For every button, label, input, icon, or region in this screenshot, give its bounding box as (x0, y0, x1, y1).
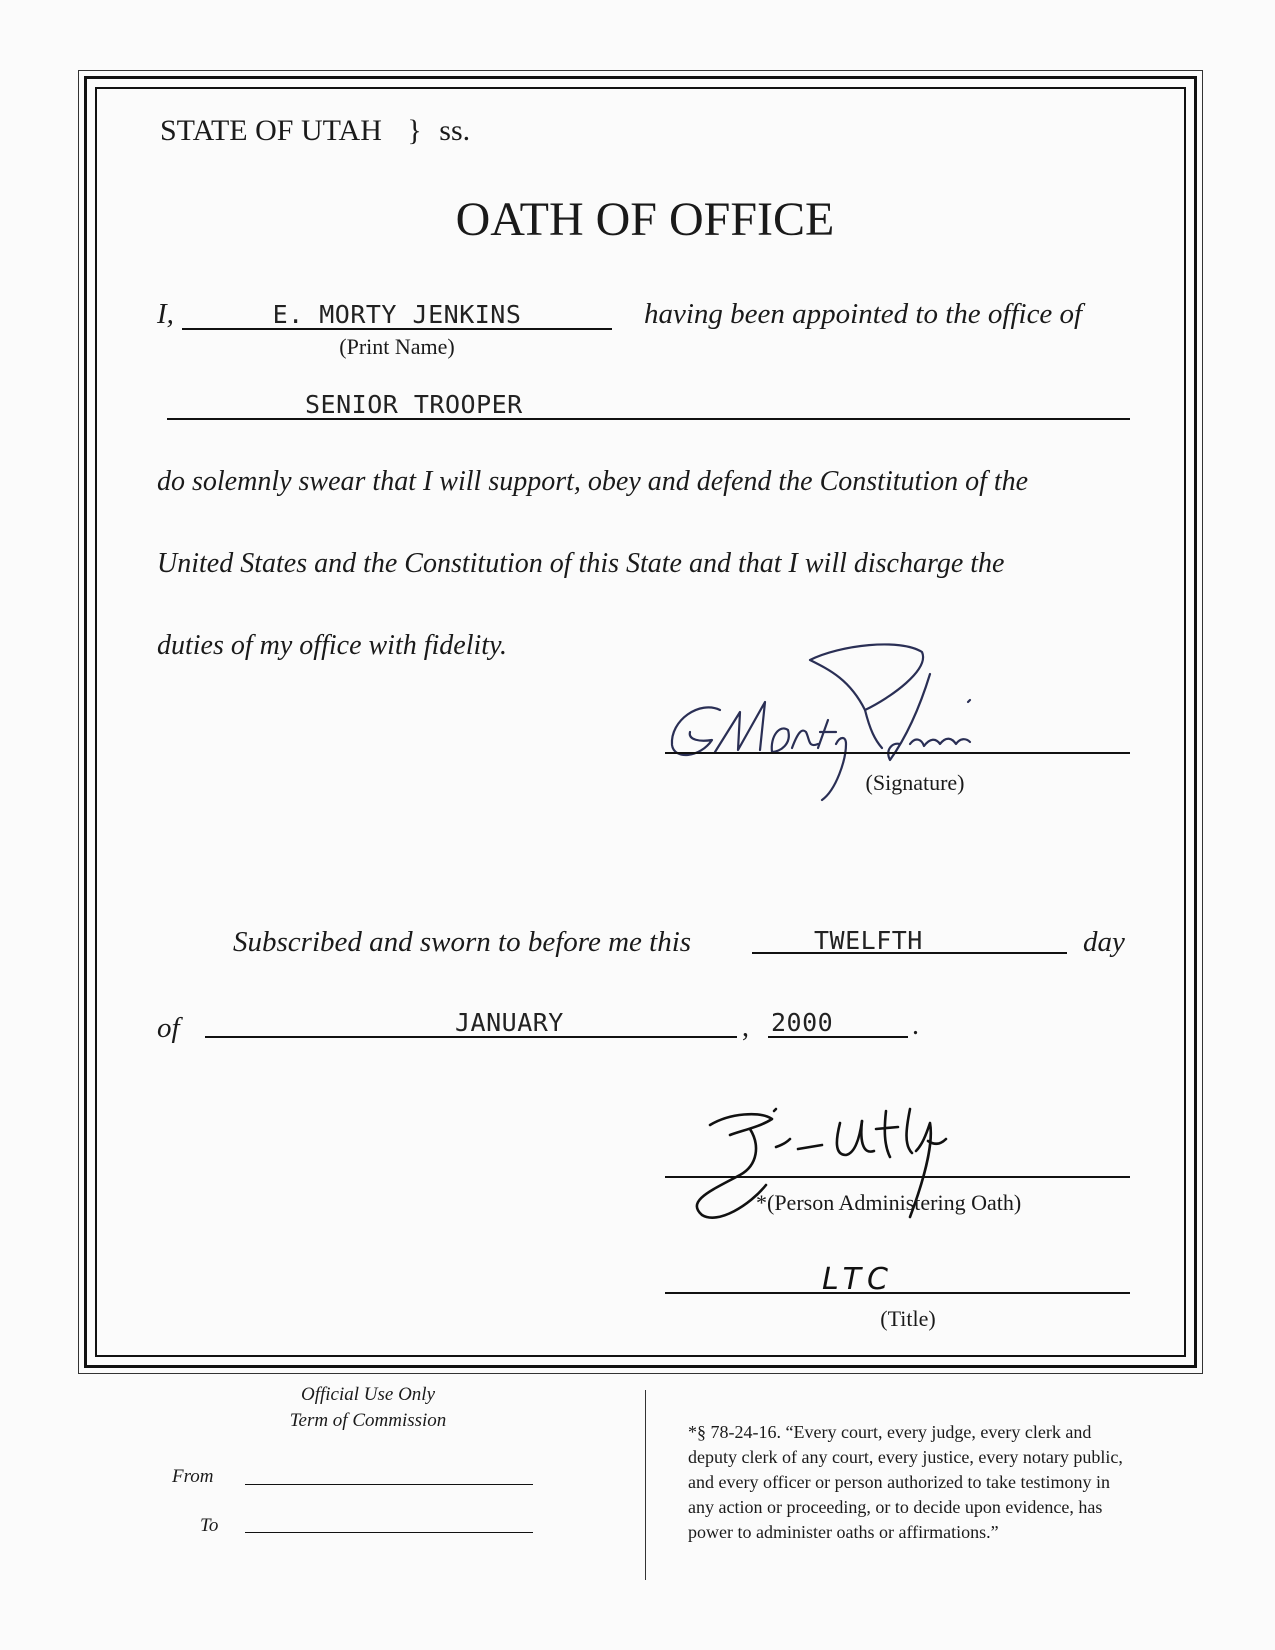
sworn-day-value[interactable]: TWELFTH (814, 926, 923, 955)
oath-line-3: duties of my office with fidelity. (157, 630, 507, 661)
day-label: day (1083, 926, 1125, 958)
footnote-line-1: *§ 78-24-16. “Every court, every judge, every clerk and (688, 1422, 1092, 1442)
sworn-month-line (205, 1036, 737, 1038)
sworn-month-value[interactable]: JANUARY (455, 1008, 564, 1037)
footer-divider (645, 1390, 646, 1580)
office-value[interactable]: SENIOR TROOPER (305, 390, 523, 419)
print-name-value[interactable]: E. MORTY JENKINS (272, 300, 522, 329)
venue-brace: } (407, 114, 422, 147)
page-title: OATH OF OFFICE (455, 193, 835, 246)
month-comma: , (742, 1012, 749, 1043)
venue-ss: ss. (439, 114, 471, 147)
sworn-day-line (752, 952, 1067, 954)
sworn-year-line (768, 1036, 908, 1038)
venue-state: STATE OF UTAH (160, 114, 382, 147)
footnote-line-2: deputy clerk of any court, every justice, every notary public, (688, 1447, 1123, 1467)
appointed-text: having been appointed to the office of (644, 298, 1083, 330)
document-border-inner (95, 87, 1186, 1357)
footnote-line-3: and every officer or person authorized to take testimony in (688, 1472, 1111, 1492)
footnote (688, 1420, 1208, 1545)
name-prefix: I, (157, 298, 174, 330)
year-period: . (912, 1010, 919, 1041)
signature-caption: (Signature) (865, 770, 965, 795)
sworn-year-value[interactable]: 2000 (771, 1008, 834, 1037)
oath-line-2: United States and the Constitution of this State and that I will discharge the (157, 548, 1005, 579)
sworn-text: Subscribed and sworn to before me this (233, 926, 692, 958)
official-use-heading: Official Use Only (300, 1384, 436, 1405)
footnote-line-5: power to administer oaths or affirmations.” (688, 1522, 999, 1542)
title-field-value[interactable]: LTC (822, 1262, 894, 1297)
title-field-caption: (Title) (880, 1306, 936, 1331)
of-label: of (157, 1012, 180, 1044)
office-line (167, 418, 1130, 420)
title-field-line (665, 1292, 1130, 1294)
print-name-caption: (Print Name) (339, 334, 455, 359)
print-name-line (182, 328, 612, 330)
administrator-caption: *(Person Administering Oath) (756, 1190, 1022, 1215)
venue-line (160, 114, 470, 148)
signature-line (665, 752, 1130, 754)
to-line[interactable] (245, 1532, 533, 1533)
oath-line-1: do solemnly swear that I will support, obey and defend the Constitution of the (157, 466, 1029, 497)
term-of-commission-heading: Term of Commission (289, 1410, 447, 1431)
from-label: From (172, 1466, 214, 1487)
footnote-line-4: any action or proceeding, or to decide upon evidence, has (688, 1497, 1103, 1517)
from-line[interactable] (245, 1484, 533, 1485)
to-label: To (200, 1515, 219, 1536)
administrator-line (665, 1176, 1130, 1178)
